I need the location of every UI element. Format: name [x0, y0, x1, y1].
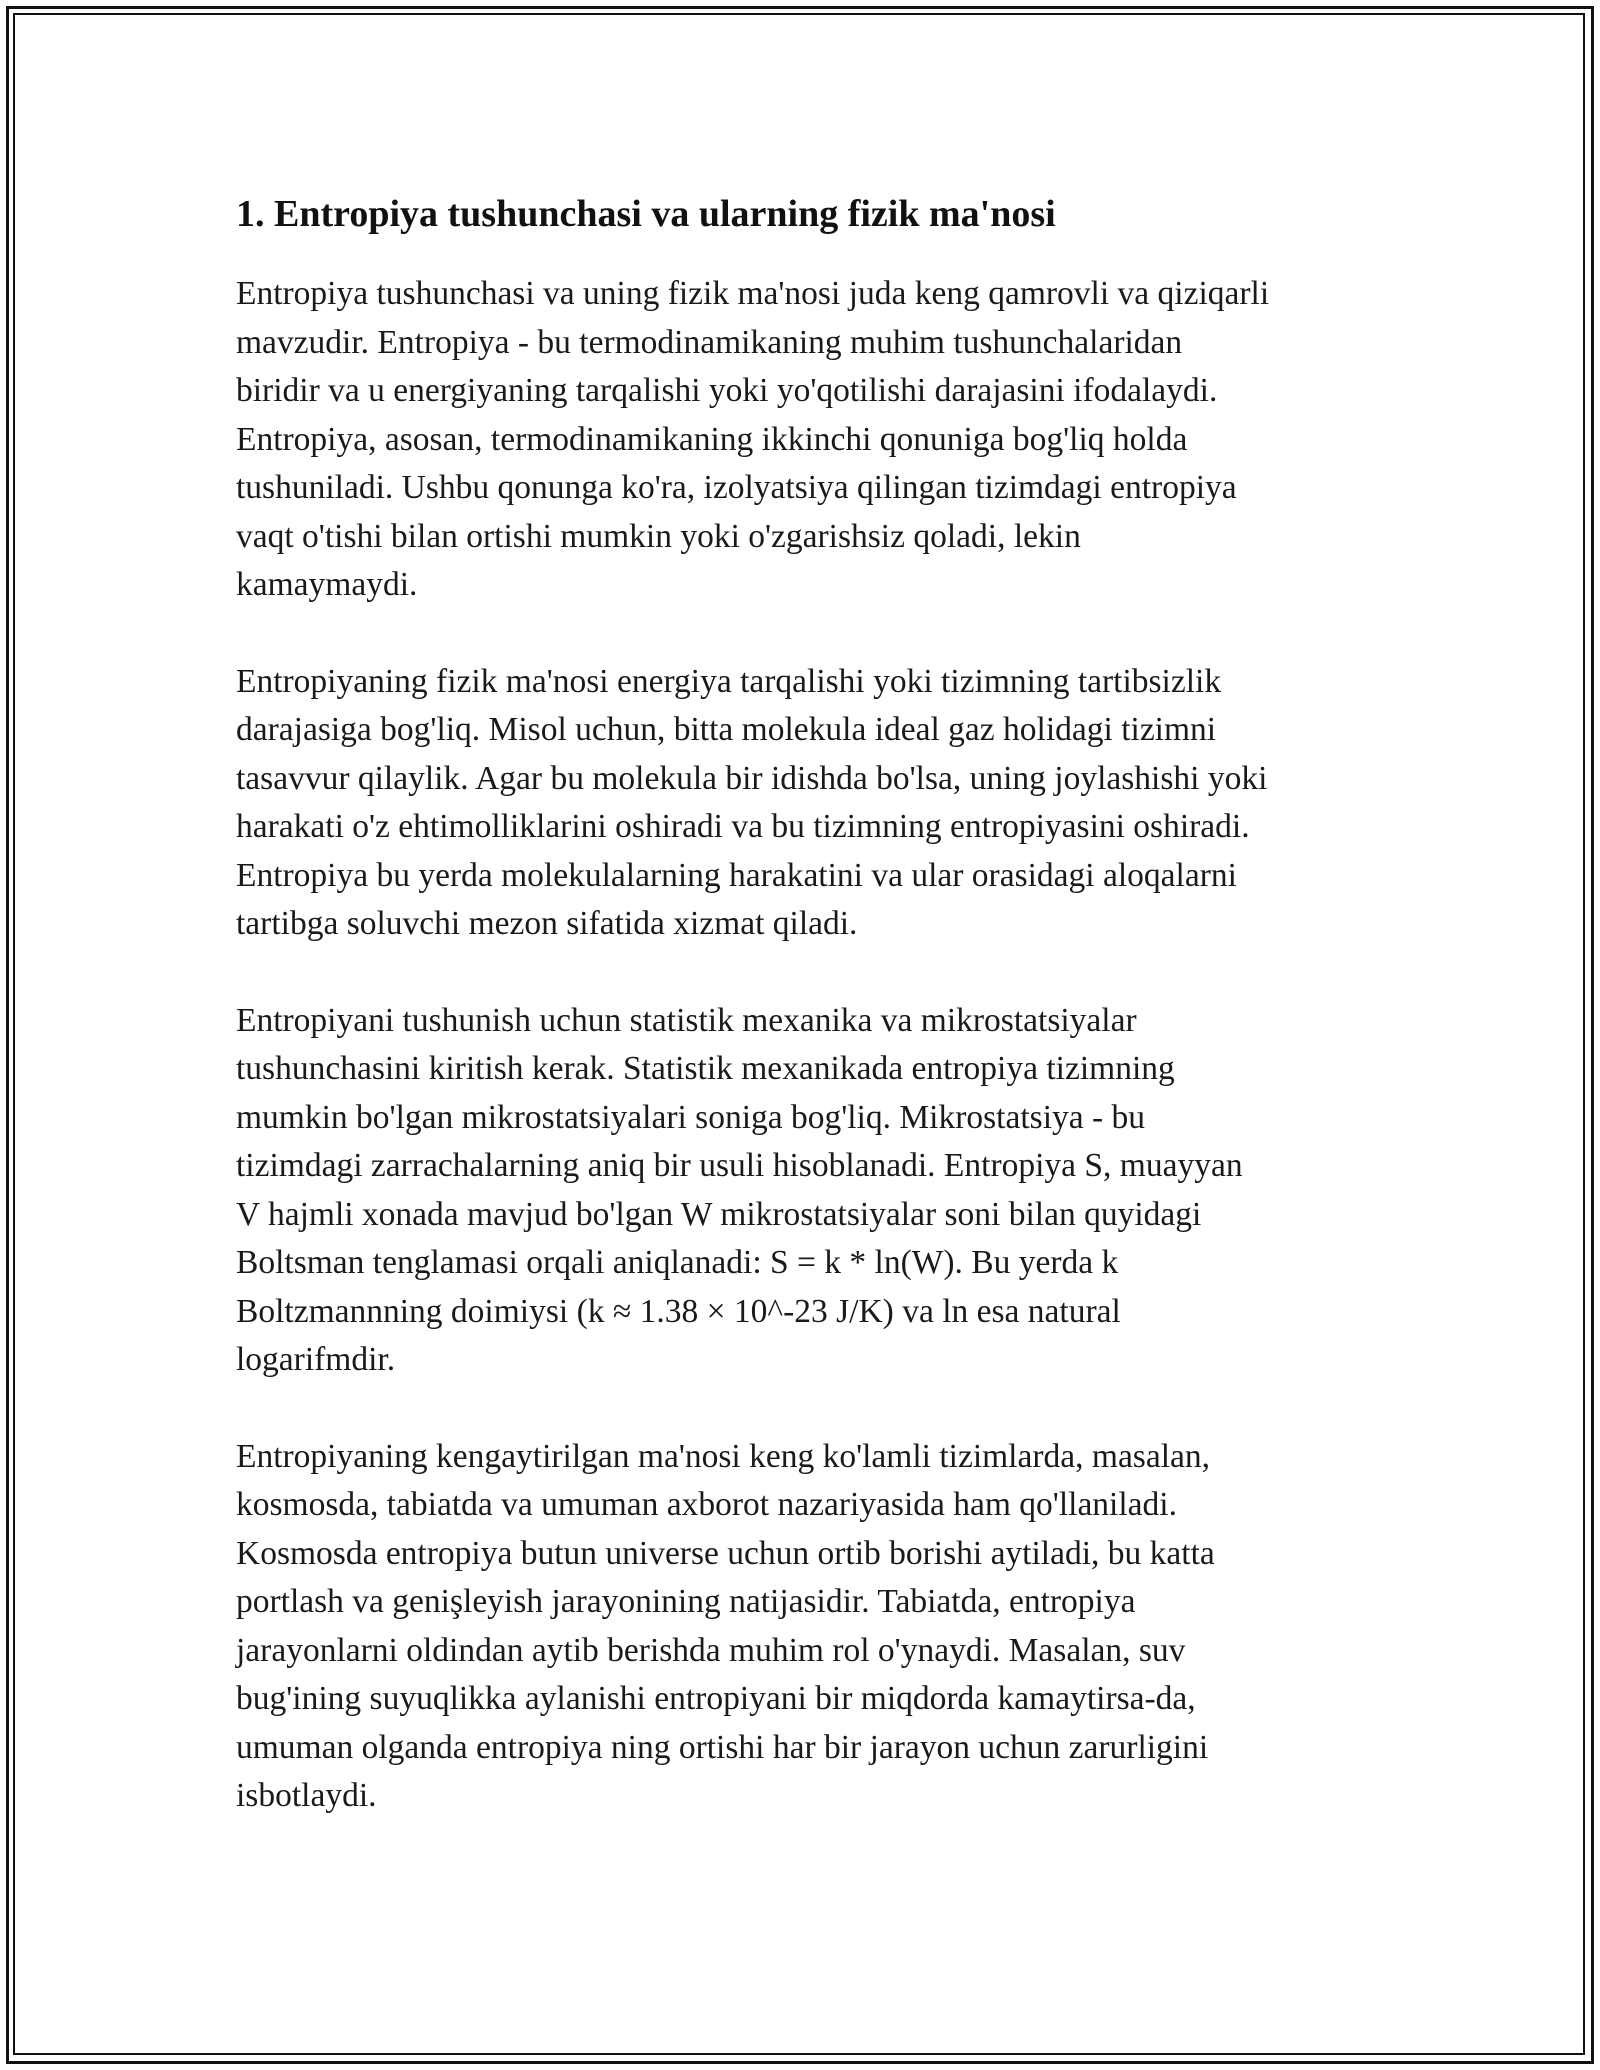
paragraph-line: tasavvur qilaylik. Agar bu molekula bir idishda bo'lsa, uning joylashishi yoki	[236, 759, 1268, 797]
paragraph-line: tizimdagi zarrachalarning aniq bir usuli hisoblanadi. Entropiya S, muayyan	[236, 1147, 1243, 1184]
section-heading: 1. Entropiya tushunchasi va ularning fizik ma'nosi	[236, 193, 1056, 235]
paragraph-line: biridir va u energiyaning tarqalishi yoki yo'qotilishi darajasini ifodalaydi.	[236, 372, 1218, 409]
paragraph-line: Entropiya, asosan, termodinamikaning ikkinchi qonuniga bog'liq holda	[236, 420, 1188, 458]
paragraph-line: Entropiyani tushunish uchun statistik mexanika va mikrostatsiyalar	[236, 1001, 1137, 1039]
paragraph-line: Boltsman tenglamasi orqali aniqlanadi: S = k * ln(W). Bu yerda k	[236, 1244, 1119, 1281]
document-body	[236, 186, 1376, 1869]
paragraph-line: Entropiya bu yerda molekulalarning harakatini va ular orasidagi aloqalarni	[236, 856, 1237, 894]
paragraph-line: Boltzmannning doimiysi (k ≈ 1.38 × 10^-23 J/K) va ln esa natural	[236, 1292, 1121, 1330]
paragraph-line: darajasiga bog'liq. Misol uchun, bitta molekula ideal gaz holidagi tizimni	[236, 711, 1217, 748]
paragraph-line: portlash va genişleyish jarayonining natijasidir. Tabiatda, entropiya	[236, 1583, 1136, 1620]
paragraph-line: Entropiyaning fizik ma'nosi energiya tarqalishi yoki tizimning tartibsizlik	[236, 662, 1222, 700]
paragraph-1	[236, 270, 1376, 610]
paragraph-line: mavzudir. Entropiya - bu termodinamikaning muhim tushunchalaridan	[236, 323, 1183, 361]
paragraph-line: logarifmdir.	[236, 1341, 396, 1378]
paragraph-line: tushunchasini kiritish kerak. Statistik mexanikada entropiya tizimning	[236, 1050, 1175, 1087]
paragraph-line: isbotlaydi.	[236, 1777, 377, 1814]
paragraph-line: jarayonlarni oldindan aytib berishda muhim rol o'ynaydi. Masalan, suv	[236, 1631, 1186, 1669]
paragraph-line: tushuniladi. Ushbu qonunga ko'ra, izolyatsiya qilingan tizimdagi entropiya	[236, 469, 1237, 506]
paragraph-2	[236, 658, 1376, 949]
paragraph-line: kosmosda, tabiatda va umuman axborot nazariyasida ham qo'llaniladi.	[236, 1486, 1177, 1523]
paragraph-line: kamaymaydi.	[236, 566, 418, 603]
paragraph-line: mumkin bo'lgan mikrostatsiyalari soniga bog'liq. Mikrostatsiya - bu	[236, 1098, 1146, 1136]
paragraph-3	[236, 997, 1376, 1385]
paragraph-line: V hajmli xonada mavjud bo'lgan W mikrostatsiyalar soni bilan quyidagi	[236, 1195, 1202, 1233]
paragraph-line: Entropiyaning kengaytirilgan ma'nosi keng ko'lamli tizimlarda, masalan,	[236, 1437, 1211, 1475]
paragraph-line: tartibga soluvchi mezon sifatida xizmat qiladi.	[236, 905, 858, 942]
paragraph-line: bug'ining suyuqlikka aylanishi entropiyani bir miqdorda kamaytirsa-da,	[236, 1680, 1196, 1717]
paragraph-4	[236, 1433, 1376, 1821]
paragraph-line: Entropiya tushunchasi va uning fizik ma'nosi juda keng qamrovli va qiziqarli	[236, 275, 1270, 312]
paragraph-line: Kosmosda entropiya butun universe uchun ortib borishi aytiladi, bu katta	[236, 1534, 1215, 1572]
paragraph-line: umuman olganda entropiya ning ortishi har bir jarayon uchun zarurligini	[236, 1728, 1209, 1766]
paragraph-line: vaqt o'tishi bilan ortishi mumkin yoki o'zgarishsiz qoladi, lekin	[236, 517, 1081, 555]
paragraph-line: harakati o'z ehtimolliklarini oshiradi va bu tizimning entropiyasini oshiradi.	[236, 808, 1250, 845]
